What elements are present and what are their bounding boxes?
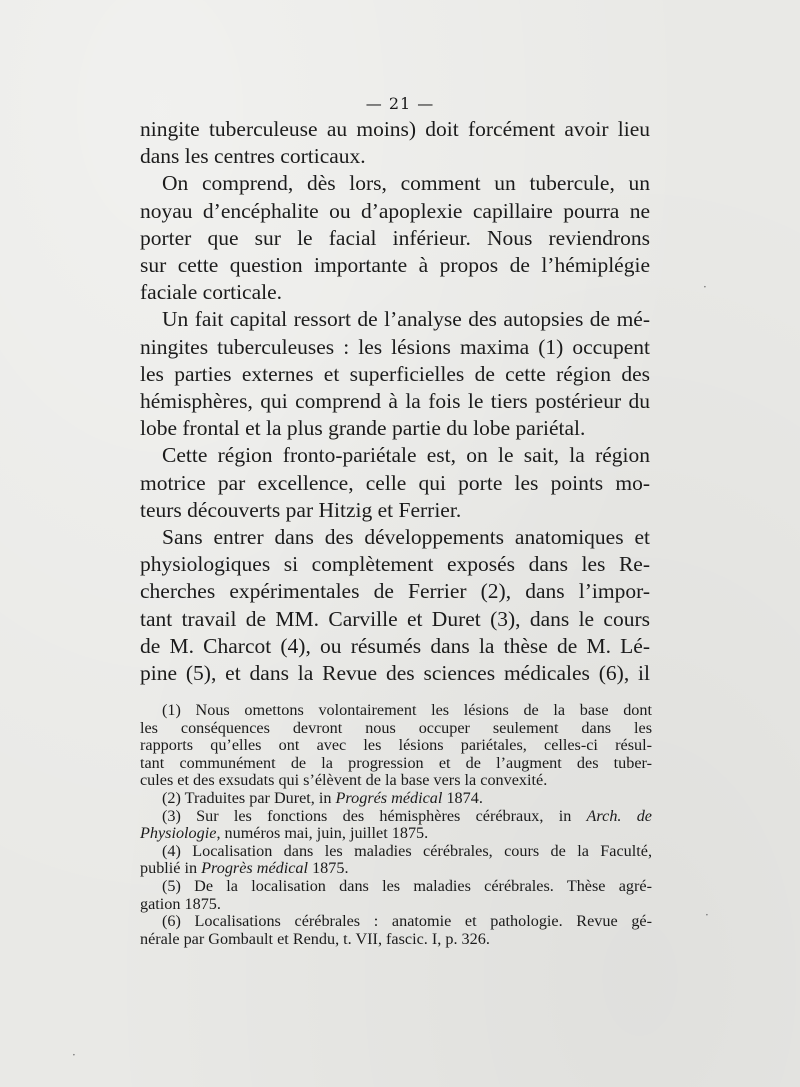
body-text <box>140 116 650 687</box>
footnote-4-line: (4) Localisation dans les maladies cérébrales, cours de la Faculté, <box>162 841 652 860</box>
footnote-3-journal-a: Arch. de <box>586 806 652 825</box>
text-line: sur cette question importante à propos de l’hémiplégie <box>140 253 650 278</box>
footnote-4-prefix: publié in <box>140 859 202 878</box>
footnote-1-line: tant communément de la progression et de l’augment des tuber- <box>140 753 652 772</box>
footnote-2-journal: Progrés médical <box>335 788 443 807</box>
footnote-5-line: gation 1875. <box>140 894 221 913</box>
text-line: dans les centres corticaux. <box>140 144 366 169</box>
page-number: — 21 — <box>365 94 435 113</box>
footnote-1-line: rapports qu’elles ont avec les lésions pariétales, celles-ci résul- <box>140 736 652 755</box>
footnote-1-line: les conséquences devront nous occuper seulement dans les <box>140 718 652 737</box>
footnote-3-line <box>140 825 652 843</box>
text-line: Sans entrer dans des développements anatomiques et <box>162 525 650 550</box>
text-line: tant travail de MM. Carville et Duret (3), dans le cours <box>140 606 650 631</box>
footnote-5-line: (5) De la localisation dans les maladies cérébrales. Thèse agré- <box>162 876 652 895</box>
text-line: de M. Charcot (4), ou résumés dans la thèse de M. Lé- <box>140 633 650 658</box>
margin-speck: · <box>705 908 709 922</box>
text-line: noyau d’encéphalite ou d’apoplexie capillaire pourra ne <box>140 198 650 223</box>
text-line: les parties externes et superficielles de cette région des <box>140 361 650 386</box>
text-line: cherches expérimentales de Ferrier (2), dans l’impor- <box>140 579 650 604</box>
text-line: ningites tuberculeuses : les lésions maxima (1) occupent <box>140 334 650 359</box>
footnote-1-line: (1) Nous omettons volontairement les lésions de la base dont <box>162 701 652 719</box>
footnote-2-prefix: (2) Traduites par Duret, in <box>162 788 336 807</box>
footnote-3-journal-b: Physiologie <box>140 824 217 843</box>
text-line: pine (5), et dans la Revue des sciences médicales (6), il <box>140 661 650 686</box>
footnote-2-suffix: 1874. <box>442 788 483 807</box>
text-line: teurs découverts par Hitzig et Ferrier. <box>140 497 462 522</box>
footnote-4-suffix: 1875. <box>308 859 349 878</box>
footnote-3-prefix: (3) Sur les fonctions des hémisphères cérébraux, in <box>162 806 587 825</box>
footnote-3-line <box>140 808 652 826</box>
footnote-2 <box>140 790 652 808</box>
footnote-6-line: nérale par Gombault et Rendu, t. VII, fascic. I, p. 326. <box>140 929 490 948</box>
text-line: Cette région fronto-pariétale est, on le sait, la région <box>162 443 650 468</box>
footnote-1-line: cules et des exsudats qui s’élèvent de la base vers la convexité. <box>140 771 548 790</box>
text-line: motrice par excellence, celle qui porte les points mo- <box>140 470 650 495</box>
footnote-6-line: (6) Localisations cérébrales : anatomie et pathologie. Revue gé- <box>162 912 652 931</box>
text-line: faciale corticale. <box>140 280 283 305</box>
text-line: physiologiques si complètement exposés dans les Re- <box>140 552 650 577</box>
footnote-3-suffix: , numéros mai, juin, juillet 1875. <box>216 824 429 843</box>
text-line: Un fait capital ressort de l’analyse des autopsies de mé- <box>162 307 650 332</box>
margin-speck: · <box>72 1048 76 1062</box>
footnote-4-journal: Progrès médical <box>201 859 309 878</box>
margin-speck: · <box>703 280 707 294</box>
footnotes <box>140 702 652 948</box>
text-line: On comprend, dès lors, comment un tubercule, un <box>162 171 650 196</box>
text-line: lobe frontal et la plus grande partie du lobe pariétal. <box>140 416 586 441</box>
text-line: porter que sur le facial inférieur. Nous reviendrons <box>140 225 650 250</box>
footnote-4-line <box>140 860 652 878</box>
text-line: hémisphères, qui comprend à la fois le tiers postérieur du <box>140 389 650 414</box>
text-line: ningite tuberculeuse au moins) doit forcément avoir lieu <box>140 117 650 141</box>
